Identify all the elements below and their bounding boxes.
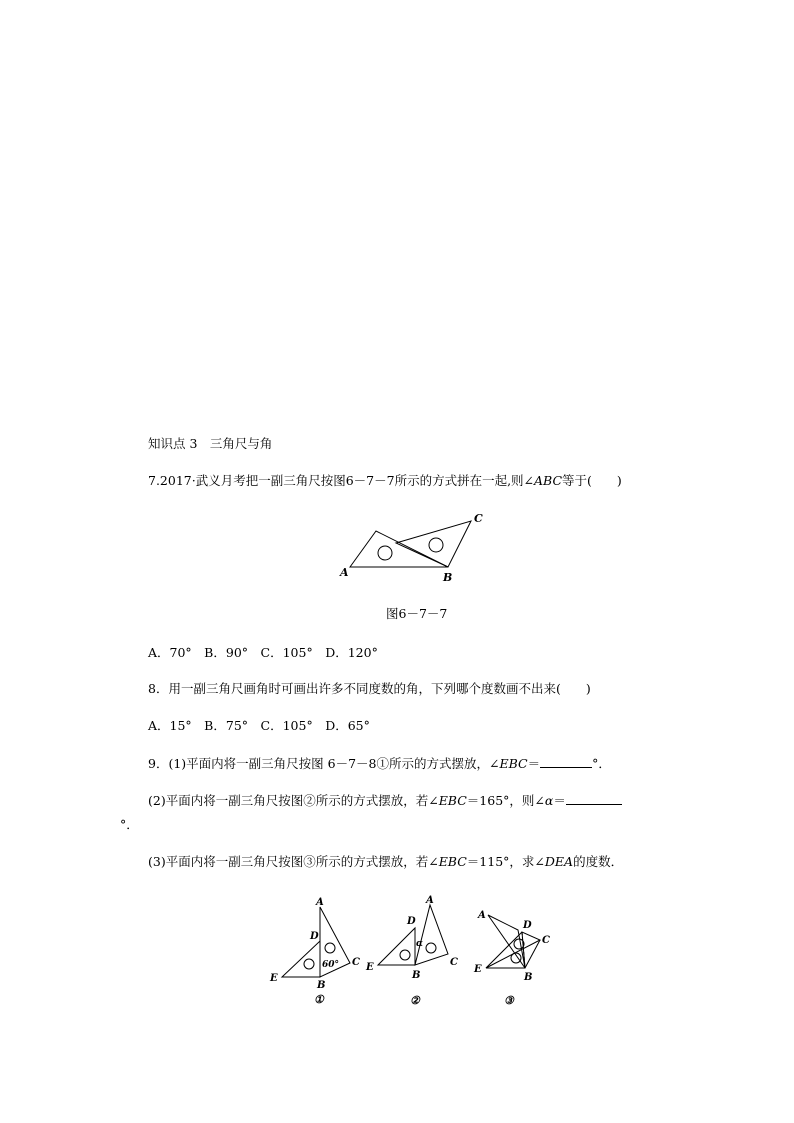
answer-blank-1[interactable] xyxy=(540,756,592,768)
fig1-label-B: B xyxy=(317,980,326,991)
fig2-number: ② xyxy=(410,994,420,1007)
figure-1 xyxy=(260,895,370,1010)
fig1-triangle-right xyxy=(282,941,320,977)
fig1-label-E: E xyxy=(270,973,278,984)
label-A: A xyxy=(340,566,349,579)
fig2-label-D: D xyxy=(407,916,416,927)
figure-2 xyxy=(360,890,470,1010)
figure-3 xyxy=(470,900,580,1015)
q9-part-2-tail: °． xyxy=(120,817,139,832)
question-9-part-2: (2)平面内将一副三角尺按图②所示的方式摆放，若∠EBC＝165°，则∠α＝ xyxy=(148,793,622,809)
hole-left xyxy=(378,546,392,560)
triangle-right xyxy=(396,521,471,567)
q7-prefix: 7.2017·武义月考把一副三角尺按图6－7－7所示的方式拼在一起,则∠ xyxy=(148,473,535,488)
fig2-triangle-right xyxy=(378,928,415,965)
fig1-hole-2 xyxy=(304,959,314,969)
fig3-number: ③ xyxy=(504,994,514,1007)
section-heading: 知识点 3 三角尺与角 xyxy=(148,436,273,451)
fig1-angle-label: 60° xyxy=(322,960,340,970)
fig2-label-E: E xyxy=(366,962,374,973)
fig2-alpha-label: α xyxy=(416,939,423,949)
fig2-label-B: B xyxy=(412,970,421,981)
q8-options: A．15° B．75° C．105° D．65° xyxy=(148,718,370,733)
question-8: 8．用一副三角尺画角时可画出许多不同度数的角，下列哪个度数画不出来( ) xyxy=(148,681,591,696)
figure-6-7-7 xyxy=(330,505,500,590)
fig1-number: ① xyxy=(314,993,324,1006)
label-B: B xyxy=(443,571,453,584)
q7-options: A．70° B．90° C．105° D．120° xyxy=(148,645,378,660)
fig1-label-A: A xyxy=(316,897,324,908)
fig2-label-C: C xyxy=(450,957,458,968)
q7-angle: ABC xyxy=(534,473,563,488)
fig1-label-C: C xyxy=(352,957,360,968)
label-C: C xyxy=(474,512,483,525)
fig1-hole-1 xyxy=(325,943,335,953)
question-7 xyxy=(148,473,622,489)
hole-right xyxy=(429,538,443,552)
triangle-left xyxy=(350,531,448,567)
fig1-label-D: D xyxy=(310,931,319,942)
fig3-label-C: C xyxy=(542,935,550,946)
question-9-part-3: (3)平面内将一副三角尺按图③所示的方式摆放，若∠EBC＝115°，求∠DEA的度数． xyxy=(148,854,624,869)
question-9-part-1: 9．(1)平面内将一副三角尺按图 6－7－8①所示的方式摆放，∠EBC＝ °． xyxy=(148,756,611,771)
fig2-triangle-tall xyxy=(415,905,448,965)
fig3-label-A: A xyxy=(478,910,486,921)
answer-blank-2[interactable] xyxy=(566,793,622,805)
fig2-hole-2 xyxy=(426,943,436,953)
fig2-label-A: A xyxy=(426,895,434,906)
fig2-hole-1 xyxy=(400,950,410,960)
fig3-label-D: D xyxy=(523,920,532,931)
fig3-label-E: E xyxy=(474,964,482,975)
q7-suffix: 等于( ) xyxy=(562,473,622,488)
figure-caption: 图6－7－7 xyxy=(386,606,448,621)
fig3-label-B: B xyxy=(524,972,533,983)
